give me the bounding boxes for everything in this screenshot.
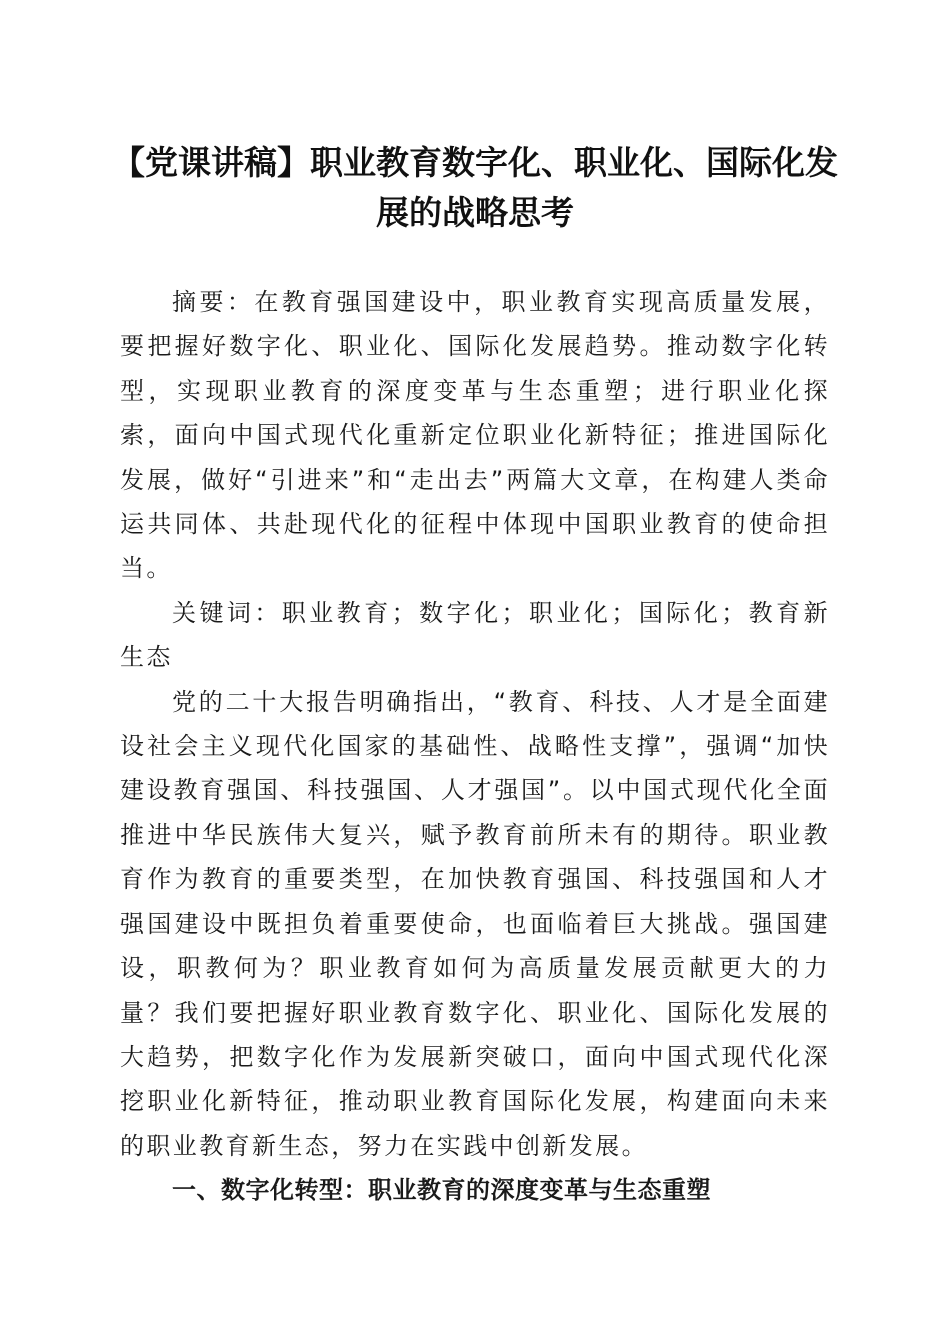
abstract-paragraph: 摘要：在教育强国建设中，职业教育实现高质量发展，要把握好数字化、职业化、国际化发展趋势。推动数字化转型，实现职业教育的深度变革与生态重塑；进行职业化探索，面向中国式现代化重新定位职业化新特征；推进国际化发展，做好“引进来”和“走出去”两篇大文章，在构建人类命运共同体、共赴现代化的征程中体现中国职业教育的使命担当。 [120,288,830,583]
section-heading: 一、数字化转型：职业教育的深度变革与生态重塑 [172,1176,711,1205]
intro-paragraph: 党的二十大报告明确指出，“教育、科技、人才是全面建设社会主义现代化国家的基础性、战略性支撑”，强调“加快建设教育强国、科技强国、人才强国”。以中国式现代化全面推进中华民族伟大复兴，赋予教育前所未有的期待。职业教育作为教育的重要类型，在加快教育强国、科技强国和人才强国建设中既担负着重要使命，也面临着巨大挑战。强国建设，职教何为？职业教育如何为高质量发展贡献更大的力量？我们要把握好职业教育数字化、职业化、国际化发展的大趋势，把数字化作为发展新突破口，面向中国式现代化深挖职业化新特征，推动职业教育国际化发展，构建面向未来的职业教育新生态，努力在实践中创新发展。 [120,687,830,1160]
keywords-paragraph: 关键词：职业教育；数字化；职业化；国际化；教育新生态 [120,598,830,672]
document-title: 【党课讲稿】职业教育数字化、职业化、国际化发展的战略思考 [112,143,838,232]
document-body [120,280,830,1213]
